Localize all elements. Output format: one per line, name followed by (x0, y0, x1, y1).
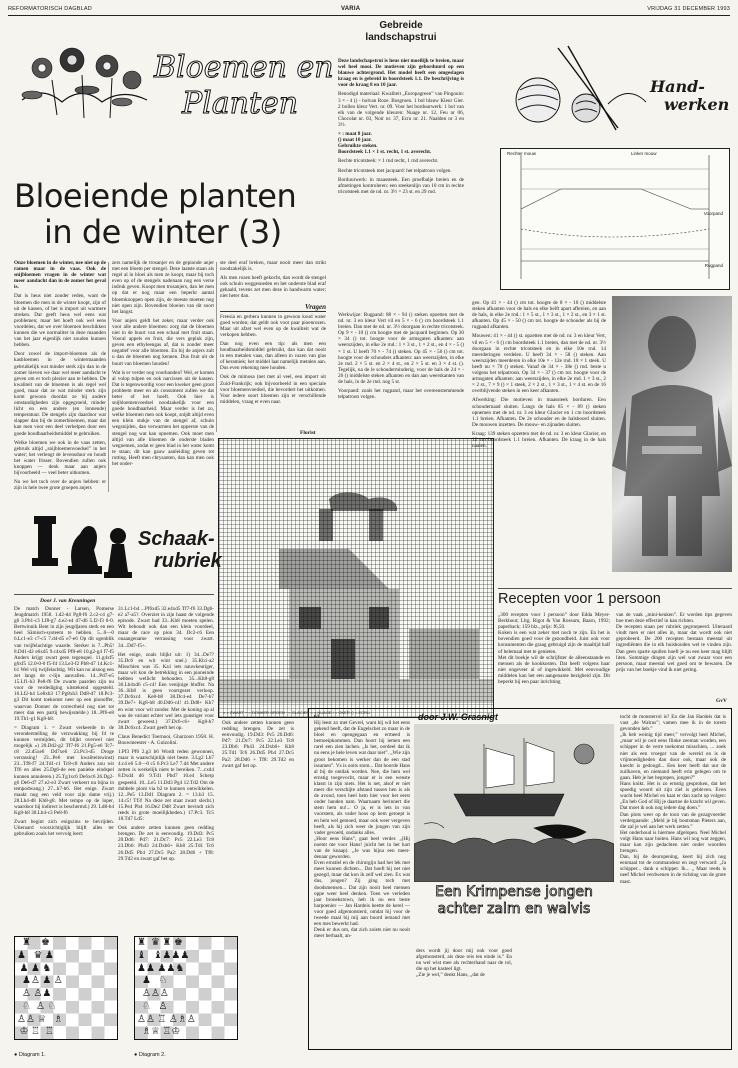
breien-paragraph: Voorpand: zoals het rugpand, maar het overeenstemmende telpatroon volgen. (338, 388, 464, 401)
sweater-photo (612, 296, 732, 572)
breien-title (336, 20, 466, 44)
bloemen-paragraph: zers namelijk de trosanjer en de gepionde anjer met een bloem per stengel. Deze laatste staan als regel al in bloei als men ze koopt, maar bij toch even op of de stengels nadenaan nog een verse indruk geven. Koopt men trosanjers, dan let men op dat er nog maar een beperkt aantal bloemknoppen open zijn, de meeste moeten nog niet open zijn. Bovendien bloeien van dit soort het langst. (112, 260, 214, 315)
schema-label-rugpand: Rugpand (704, 263, 723, 268)
bloemen-paragraph: Dat is heus niet zonder reden, want de bloemen die men in de winter koopt, zijn of uit de kassen, of het is import uit warmere streken. Dat geeft heus wel eens wat problemen; maar het hoeft ook wel eens voordelen, dat we over bloemen beschikken kunnen die we normaliter in deze maanden van het jaar eigenlijk niet zouden kunnen hebben. (14, 293, 106, 349)
breien-title-line1: Gebreide (379, 20, 423, 31)
bloemen-column-1 (14, 260, 106, 500)
recepten-paragraph: „300 recepten voor 1 persoon” door Edda Meyer-Berkhout; Lltg. Rigot & Van Rossum, Baarn, 1992; paperback; 159 blz., prijs: f6,50. Koken is een wat zeker met noch te zijn. En het is bovendien goed voor de gezondheid. Juist ook voor konsumenten die graag gebruigd zijn de maaltijd half of helemaal met te genieten. Met dit boekje wil de schrijfster de alleenstaande en mensen als de kookkosten. Dat heeft volgens haar niet ongeveer al of ingewikkeld. Met eenvoudige middelen kan het een aangename bezigheid zijn. Dit beperkt hij een paar inrichting (498, 612, 610, 686)
recepten-top-rule (498, 588, 732, 589)
schaak-paragraph: 31.Lc1-b4 ...Pf6xd5 32.e4xd5 Tf7-f6 33.Dg6-e2 a7-a5?. Overziet in zijn haast de volgende episode. Zwart had 33...Kh8 moeten spelen. Wit behoudt ook dan een klein voordeel, maar de race op pion 34. Dc2-c6 Een onaangename verrassing voor zwart. 34...Dd7-f5+. (118, 606, 214, 649)
knitting-legend: × = ZWART + = DONKER GROEN · = GLACIER ○ = NUAGE / = OKER ◇ = ECRU (223, 710, 370, 715)
breien-paragraph: Benodigd materiaal: Kwaliteit „Europagreen” van Pingouin: 3 × - 4 () - bolvan Roze. Bosgroen. 1 bol blauw Kleur Gier. 2 bollen kleur Vert. nr. 09. Voor het borduurwerk: 1 bol van elk van de volgende kleuren: Nuage nr. 12, Feu nr 06, Chocolat nr. 03, Noir nr. 37, Ecru nr. 21. Naalden nr 3 en 3½. (338, 91, 464, 128)
schaak-paragraph: Zwart begint zich enigszins te bevrijden. Uiteraard voorzichtiglijk blijft alles ter gebruiken zoals het vervolg leert: (14, 819, 114, 838)
schaak-paragraph: = Diagram 1. = Zwart verkeerde in de veronderstelling de verzwakking bij f4 te kunnen vermijden, dit blijkt overwel niet mogelijk ») 20.Dd2-g2 Tf7-f6 21.Pg5-e6 Tc7-c8 22.d5xe6 Dd7xe6 23.Pc3-d5 Droge verrassing! 23...Pe6 met kwaliteitswinst) 23...Tf8-f7 24.Td1-c1 Tc8-c8 Anders zou wit Tf6 en alles 25.Dg6-de een panieke eindspel kunnen annuleren.) 25.Tg1xc6 De6xc6 26.Dg2-g6 De6-d7 27.e2-e3 Zwart verkeert nu bijna in tempodwang.) 27...h7-h6. Het enige. Zwart maakt nog een veld voor zijn dame vrij.) 28.Lh4-d8 Kh8-g8. Met tempo op de loper, waardoor hij indirect is beschermd.) 29. Ld8-b4 Kg8-h8 30.Lb4-c3 Pe8-f6 (14, 724, 114, 817)
breien-column-1b (338, 312, 464, 436)
header-paper-name: REFORMATORISCH DAGBLAD (8, 6, 92, 12)
knitting-chart-house (218, 438, 494, 718)
diagram-1-caption: ● Diagram 1. (14, 1052, 46, 1058)
breien-paragraph: Borduurwerk: in maassteek. Een proefbalje breien en de afmetingen kontroleren: een steekenlijn van 10 cm in rechte tricotsteek met de nd. nr. 3½ = 23 st. en 29 rnd. (338, 176, 464, 195)
schaak-paragraph: Het enige, zoals blijkt uit: 1) 34...De7? 35.Dc6 en wit wint snel.) 35.Kb1-a2 Misschien was 35. Ka1 iets nauwkeuriger, maar wit kon de betrekking in een pioneinde hebben wellicht behouden. 35...Kh8-g8 36.Lb4xd6 c5-c4! Een venijnige bluffer. Na 36...Kh8 is geen voortgezet verloop. 37.Dc6xc4 Ke8-b8 38.Dc4-e4 De7-b7 39.De7+ Kg8-h8 40.Dd6-c4! 41.Dd8+ Kh7 en wint voor wit zonder. Met de koning op al was de variant echter wel iets gunstiger voor zwart geweest.) 37.Dc6-c6+ Kg8-h7 38.Dc6xc4. Zwart geeft het op. (118, 651, 214, 731)
bloemen-column-2 (112, 260, 214, 500)
handwerken-logo-line2: werken (664, 95, 730, 114)
diagram-2-caption: ● Diagram 2. (134, 1052, 166, 1058)
breien-paragraph: gen. Op 41 × - 44 () cm tot. hoogte de 8 × - 10 () middelste steken afkanten voor de hals en elke helft apart afbreien, en aan de hals, in elke 2e rnd.: 1 × 5 st., 1 × 3 st., 1 × 2 st., en 3 × 1 st. afkanten. Op 45 × - 50 () cm tot. hoogte de schouder als bij de rugpand afkanten. (472, 300, 606, 331)
breien-paragraph: Werkwijze: Rugpand: 88 × - 94 () steken opzetten met de nd. nr. 3 en kleur Vert vil en 5 × - 6 () cm boordsteek 1.1 breien. Dan met de nd. nr. 3½ doorgaan in rechte tricotsteek. Op 9 × - 10 () cm hoogte met de jacquard beginnen. Op 30 × 34 () tot. hoogte voor de armsgaten afkanten: aan weerszijden, in elke 2e rnd.: 1 × 3 st., 1 × 2 st., en 4 × - 5 () × 1 st. U heeft 70 × - 74 () steken. Op 45 × - 50 () cm tot. hoogte voor de schouders afkanten: aan weerszijden, in elke 2e rnd. 2 × 5 st. en 2 × 4 st., en 2 × 5 st. en 3 × 4 st. (). Tegelijk, na de le schouderminderig, voor de hals de 24 × - 26 () middelste steken afkanten en dan aan weerskanten van de hals, in de 2e rnd. nog 5 st. (338, 312, 464, 386)
schaak-column-2 (118, 606, 214, 928)
diagram-2-caption-text: Diagram 2. (138, 1052, 166, 1058)
schema-label-top-left: Rechter mouw (507, 151, 537, 156)
diagram-2-pieces: ♜ ♛ ♜ ♚ ♝ ♝♟♟♟ ♟♟ ♟♟♞ ♟ ♘ ♙♙♙ ♘ ♙ ♙♙ ♖ ♙♗♙ ♗♕ ♖♔ (137, 937, 196, 1038)
story-paragraph: Hij leest zo met Gevrel, want hij wil het eens gekend heeft, dat de Engelschet zo maar in de bloei en opengegaan en ermeed is bemoeipkommen. Dan hoort hij iemen een rarel een zien lachen. „Is het, oordeel dat ik nu eens je hele leven wat daar niet”. „Wie zijn groot bekomen is werker dan de een stad issumen”. Vs is ooits stom... Dat hoorde Hans al bij de ontdak worden. Nee, die hem wel ernstig toegevocht, maar er is een wenste klasst in zijn niets. Het is net, alsof er niet meer die verschijte afstand tussen hen is als de avond, toen heel hem hier voor het eerst onder handen nam. Waarnaam herinnert die stem hem nu!... O ja, er is iets in van voorstem, als vader hoos op hem geroept is en hem wel gemoed, maar ook weer vergeven heeft, als hij zich weer de jongen van zijn vader gevoeld, ondanks alles. „Hoor eens Hans”, gaat heel verder. „(Hij noemt me voor Hans! juicht het in het hart van de knaap). „Je was bijna een meer- denaar geworden. Even ernstiel en de chirurgijn had het lek met meer kunnen dichten... Dat hoeft hij net niet gezegd, maar dat kon ik zelf wel zien. Ex wat dus, jongen? Zij ging toch met doodsmensen... Dat zijn nooit heel mensen oppe weer heel denken. Toen we verleden jaar bronekstown, heb ik nu een beste harpoenier — Jan Hardeis heette de kerel — voor goed afgemonsterd, omdat hij voor de tweede maal bij mij aan boord iemand met een mes bewerkt had. Denk er dus om, dat zich zoiets niet nu nooit meer herhaalt, an- (314, 720, 410, 940)
page-header (8, 5, 730, 16)
child-photo-icon (612, 296, 732, 572)
story-paragraph: ders wordt jij door mij ook voor goed afgemonsterd, als deze reis ten einde is.” En nu wel wist mee als rechterhand naar de rol, die op het kasteel ligt. „Zie je wel,” denkt Hans, „dat de (416, 948, 512, 979)
handwerken-logo (498, 44, 730, 132)
schaak-column-1 (14, 606, 114, 928)
house-motif-icon (219, 439, 493, 717)
schaak-paragraph: Claus Benedict Toernooi, Gharzoon 1958. H. Bouwmeester - A. Guizolini. (118, 733, 214, 746)
schaak-logo (24, 506, 224, 588)
story-column-2 (416, 948, 512, 1044)
schaak-byline: Door J. van Kreuningen (40, 598, 96, 604)
schaak-logo-line1: Schaak- (138, 528, 215, 550)
breien-column-1 (338, 58, 464, 310)
schaak-column-3 (222, 720, 294, 930)
schaak-paragraph: Ook andere zetten kunnen geen redding brengen. De zet is eenvoudig. 19.Dd3: Pc5 20.Dd6: Pd7: 21.Dc7: Pc5 22.Le3 Tc8 23.Db6: Ph43 24.Dxb6+ Kb8 25.Td1 Tc6 26.Dd5 Pb4 27.Dc5 Pa2: 28.Dd6 + Tf8: 29.Td2 en zwart gaf het op. (118, 825, 214, 862)
column-rule (108, 262, 109, 492)
story-column-3 (620, 714, 726, 1044)
schema-label-top-right: Linker mouw (631, 151, 657, 156)
flower-illustration (12, 40, 152, 124)
bloemen-logo-line2: Planten (182, 86, 299, 121)
schaak-paragraph: Ook andere zetten kunnen geen redding brengen. De zet is eenvoudig. 19.Dd3: Pc5 20.Dd6: Pd7: 21.Dc7: Pc5 22.Le3 Tc8 23.Db6: Ph43 24.Dxb6+ Kb8 25.Td1 Tc6 26.Dd5 Pb4 27.Dc5 Pa2: 28.Dd6 + Tf8: 29.Td2 en zwart gaf het op. (222, 720, 294, 769)
bloemen-intro: Onze bloemen in de winter, nee niet op de ramen maar in de vaas. Ook de snijbloemen vragen in de winter wat meer aandacht dan in de zomer het geval is. (14, 260, 106, 291)
handwerken-logo-line1: Hand- (650, 77, 705, 96)
schema-label-voorpand: Voorpand (703, 211, 723, 216)
story-byline: door J.W. Grasnigt (418, 712, 498, 722)
bloemen-headline (14, 178, 334, 250)
bloemen-paragraph: Nu we het toch over de anjers hebben: er zijn in hele twee grote groepen anjers (14, 479, 106, 492)
breien-paragraph: Kraag: 139 steken opzetten met de nd. nr. 3 en kleur Glacier, en 12 cm boordsteek 1.1 breien. Afkanten. De kraag in de hals naaien. (472, 430, 606, 450)
schaak-logo-text (138, 528, 258, 572)
recepten-paragraph: van de vaak „mini-keuken”. Er worden tips gegeven hoe men deze effectief in kan richten. De recepten staan per rubriek gegroepeerd. Uiteraard vindt men er niet alles in, maar dat wordt ook niet geprobeerd. De 200 recepten bestaan meestal uit ingrediënten die in elk huishouden wel te vinden zijn. Dan geen sparte spullen hoeft je nu een keer mag blijft liten. Sommige dingen zijn wel wat zwaar voor een persoon, maar meestal wel goed om te bewaren. De prijs van het boekje vind ik niet gering. (616, 612, 732, 673)
whaling-ship-icon (414, 724, 614, 882)
handwerken-logo-text (650, 78, 729, 114)
breien-paragraph: × : maat 8 jaar. () maat 10 jaar. Gebruikte steken. Boordsteek 1.1 × 1 st. recht, 1 st. averecht. (338, 131, 432, 156)
breien-paragraph: Rechte tricotsteek: × 1 rnd recht, 1 rnd averecht. (338, 158, 439, 165)
diagram-1-caption-text: Diagram 1. (18, 1052, 46, 1058)
bloemen-paragraph: ste deel eraf breken, maar nooit meer dan strikt noodzakelijk is. (220, 260, 326, 273)
schema-outline-icon (501, 149, 729, 289)
header-date: VRIJDAG 31 DECEMBER 1993 (647, 6, 730, 12)
breien-paragraph: Rechte tricotsteek met jacquard: het telpatroon volgen. (338, 167, 452, 174)
breien-paragraph: Afwerking: Die motieven in maassteek borduren. Een schoudernaad sluiten. Langs de hals 85 × - 89 () steken opnemen met de nd. nr. 3 en kleur Glacier en 1 cm boordsteek 1.1 breien. Afkanten. De 2e schouder en de halsboord sluiten. De mouwen inzetten. De mouw- en zijnaden sluiten. (472, 397, 606, 428)
breien-title-line2: landschapstrui (365, 32, 437, 43)
story-title (414, 884, 614, 918)
bloemen-paragraph: Voor anjers geldt het zeker, maar verder ook voor alle andere bloemen: zorg dat de bloemen niet in de buurt van een schaal met fruit staan. Vooral appels en fruit, die vers gepluk zijn, geven een ethyleengas af, dat is zonder meer negatief voor alle bloemen. En bij de anjers zult u dan de bloemen nog kennen. Dus fruit uit de buurt van bloemen houden! (112, 317, 214, 367)
bloemen-logo-line1: Bloemen en (154, 50, 334, 85)
recepten-column-1 (498, 612, 610, 698)
bloemen-column-3 (220, 260, 326, 430)
story-title-line2: achter zalm en walvis (437, 901, 591, 917)
bloemen-paragraph: Ook de mimosa (net met al veel, een import uit Zuid-Frankrijk; ook bijvoorbeeld in een speciale voor bloemenvoedsel, die bevordert het uitkomen. Voor iedere soort bloemen zijn er verschillende middelen, vraag er even naar. (220, 374, 326, 405)
schaak-top-rule (14, 594, 214, 595)
knitting-schema (500, 148, 730, 290)
yarn-ball-icon (498, 44, 648, 132)
recepten-signature: GvV (716, 698, 727, 704)
bloemen-subheading: Vragen (220, 303, 326, 312)
bloemen-headline-line2: in de winter (3) (44, 213, 282, 251)
breien-paragraph: Mouwen: 41 × - 44 () st. opzetten met de nd. nr. 3 en kleur Vert, vil en 5 × - 6 () cm boordsteek 1.1 breien, dan met de nd. nr. 3½ doorgaan in rechte tricotsteek en in elke 10e rnd. 14 meerderingen verdelen. U heeft 34 × - 58 () steken. Aan weerszijden meerderen in elke 10e × - 12e rnd. 18 × 1 steek. U heeft nu × 70 () steken. Vanaf de 34 × - 38e () rnd. beste u volgens het telpatroon. Op 34 × - 37 () cm tot. hoogte voor de armsgaten afkanten: aan weerszijden, in elke 2e rnd. 1 × 3 st., 2 × 2 st., 7 × 9 () × 1 steek, 2 × 2 st., 1 × 3 st., 1 × 4 st. en de 16 overblijvende steken in een keer afkanten. (472, 333, 606, 395)
story-title-line1: Een Krimpense jongen (435, 884, 593, 900)
bloemen-paragraph: Door zowel de import-bloemen als de kasbloemen in de wintermaanden gebruikelijk wat minder sterk zijn dan in de zomer hieven we daar wel meer aandacht te geven om er toch plezier aan te hebben. De kwaliteit van de bloemen is als regel wel goed, maar dat ze wat minder sterk zijn komt gewoon doordat ze bij andere omstandigheden zijn opgegroeid, minder licht en een andere (en lonnende) temperatuur. De stengels zijn daardoor wat slapper dan bij de zomerbloemen, maar dat kan men voor een deel verhelpen door een goede houdbaarheidsmiddel te gebruiken. (14, 351, 106, 437)
bloemen-paragraph: Freesia en gerbera kunnen in gewoon koud water goed worden; dat geldt ook voor paar pioenrozen. Maar uit afzet wel even op de kwaliteit wat de verkopen hebben. (220, 313, 326, 338)
story-paragraph: tocht de monsterrol is? En die Jan Hardeis dat is vast „de Walrus”; vamen mee ik in de torem gevonden heb.” „Ik heb weinig tijd meer,” vervolgt heel Michel, „maar wil je ooit eens flinke zeeman worden, een schipper in de verre toekomst misschien, ... zoek niet als een vroeger van de wereld en is de vrijmoedigheden dan door ook, maar ook de knecht is gedoogd... Een keer heeft dat uur de zuilhaven, en niemand heeft erin gelegen om te gaan. Heb je het begrepen, jongen?” Hans knikt. Het is zo ernstig gesproken, dat het spoedig woord uit zijn ziel is gebleven. Even wacht heel Michel en kaat er dan zacht op volgen: „En heb God of Hij je daartoe de kracht wil geven. Dat moet ik ook nog iedere dag doen.” Dan plots weer op de toon van de gezagvoerder verdergaande: „Meld je bij bootsman Pieters aan, die zal je wel aan het werk zetten.” Het onderhoud is hiermee afgelopen. Neel Michel volgt Hans naar buiten. Hans wil nog wat zeggen, maar kan zijn gedachten niet onder woorden brengen. Dan, bij de deuropening, keert hij zich nog eenmaal tot de commandeur en zegt verward: „Ja schipper... dank u schipper. Ik... „ Maar reeds is neef Michel verdwenen in de richting van de grote mast. (620, 714, 726, 885)
bloemen-headline-line1: Bloeiende planten (14, 177, 297, 215)
column-rule (216, 262, 217, 432)
recepten-column-2 (616, 612, 732, 698)
chess-diagram-1 (14, 936, 118, 1040)
schaak-paragraph: De match Donner - Larsen, Pomerse Jeugdmatch 1958. 1.d2-d4 Pg8-f6 2.c2-c4 g7-g6 3.Pb1-c3 Lf8-g7 4.e2-e4 d7-d6 5.f2-f3 0-0. Bertwinnik Bent in zijn jeugdjaren sterk en een heel Sämisch-systeem te hebben. 5...0—0 6.Lc1-e3 c7-c5 7.d4-d5 e7-e6 Op dit ogenblik van twijfelachtige waarde. Sterker is 7...Pb5! 8.Dd1-d2 e6xd5 9.c4xd5 Pf8-e8 10.g2-g4 f7-f5 Anders krijgt zwart geen tegenspel. 11.g4xf5 g6xf5 12.0-0-0 f5-f4 13.Le3-f2 Pb8-d7 14.Kc1-b1 Wel vrij twijfelachtig. Wit kan nu alsnog een zet langs de c-lijn aanvallen. 14...Pd7-e5 15.Lf1-h3 Pe8-f6 De zwarte paarden zijn nu voor de verdediging uitstekend opgesteld. 16.Lf2-h4 Le8xh3 17.Pg8xh3 Dd8-d7 18.Pc3-g3 Dit komt toekomst neer op een pionoffer, waarvan Donner de correctheid nog niet tot meer dan een partij bewijsstelde.) 18...Pf6-e8 19.Th1-g1 Kg8-h8. (14, 606, 114, 722)
story-episode-number: 61 (314, 714, 320, 720)
story-illustration (414, 712, 614, 932)
breien-intro: Deze landschapstrui is heus niet moeilijk te breien, maar wel heel mooi. De motieven zijn geborduurd op een blauwe achtergrond. Het model heeft een omgeslagen kraag en is gebreid in boordsteek 1.1. De beschrijving is voor de kraag 8 en 10 jaar. (338, 58, 464, 89)
bloemen-logo (148, 40, 338, 126)
bloemen-signature: Florist (300, 430, 316, 436)
bloemen-paragraph: Dan nog even een tip: als men een houdbaarheidsmiddel gebruikt, dan kan dat nooit in een metalen vaas, dan alleen in vazen van glas of keramiek; het middel laat namelijk metalen aan. Dus even rekening mee houden. (220, 340, 326, 372)
flower-drawing-icon (12, 40, 152, 124)
bloemen-paragraph: Als men rozen heeft gekocht, dan wordt de stengel ook schuin weggesneden en het onderste blad eraf gehaald, tevens zet men deze in handwarm water; niet heter dan. (220, 275, 326, 300)
schaak-paragraph: 1.Pf3 Pf6 2.g3 b6 Wordt reden gewonnen, maar is waarschijnlijk niet beste. 3.Lg2 Lb7 4.c4 e6 5.0—0 c5 6.Pc3 Le7 7.d4 Met andere zetten is werkelijk niets te bereiken. 7...cxd4 8.Dxd4 d6 9.Td1 Pbd7 10.e4 Scherp gespeeld. 10...Le5 11.Dd3 Pg4 12.Td2 Om de dubbele piont via b2 te kunnen ontwikkelen. 12...Pe5 13.Dd1 Diagram 2. = 13.b3 15. 14.c5! Tf3! Na deze zet staat zwart slecht.) 15.Pe4 Pb4 16.De2 Dd8 Zwart bevindt zich reeds in grote moeilijkheden.) 17.Pc3. Tc5 18.Td7 Ld5: (118, 749, 214, 823)
chess-pieces-icon (24, 506, 134, 588)
bloemen-paragraph: Welke bloemen we ook in de vaas zetten, gebruik altijd „snijbloemenvoedsel” in het water; het verlengt de levensduur en houdt het water frisser. Bovendien zullen ook knoppen — denk maar aan anjers bijvoorbeeld — veel beter uitkomen. (14, 439, 106, 477)
recepten-title: Recepten voor 1 persoon (498, 591, 661, 607)
breien-column-2 (472, 300, 606, 590)
diagram-1-pieces: ♜ ♚ ♟ ♛ ♟ ♟ ♟ ♞ ♟♙ ♟ ♙ ♙ ♙♟ ♘ ♙ ♘ ♙♙ ♕ ♗ ♔ ♖ ♖ (17, 937, 63, 1038)
story-column-1 (314, 714, 410, 1044)
chess-diagram-2 (134, 936, 238, 1040)
schaak-logo-line2: rubriek (154, 550, 222, 572)
header-section: VARIA (341, 6, 361, 12)
bloemen-paragraph: Wat is er verder nog voorhanden? Wel, er komen al volop tulpen en ook narcissen uit de kassen. Dat is tegenwoordig voor een kweker geen groot probleem meer en als consument zullen we dat beter of het hoeft. Ook hier is snijbloemenvoedsel noodzakelijk voor een goede houdbaarheid. Maar verder is het zo, welke bloemen men ook koopt, snijdt altijd even een klein stukje van de stengel af, schuin wegsnijden, dan verwarmen het opperste van de stengel nog wat kan opnemen. Ook moet men altijd van alle bloemen de onderste bladen wegnemen, zodat er geen blad in het water komt te staan; dit kan gauw aanleiding geven tot rotting. Heeft men chrysanten, dan kan men ook het onder- (112, 369, 214, 467)
